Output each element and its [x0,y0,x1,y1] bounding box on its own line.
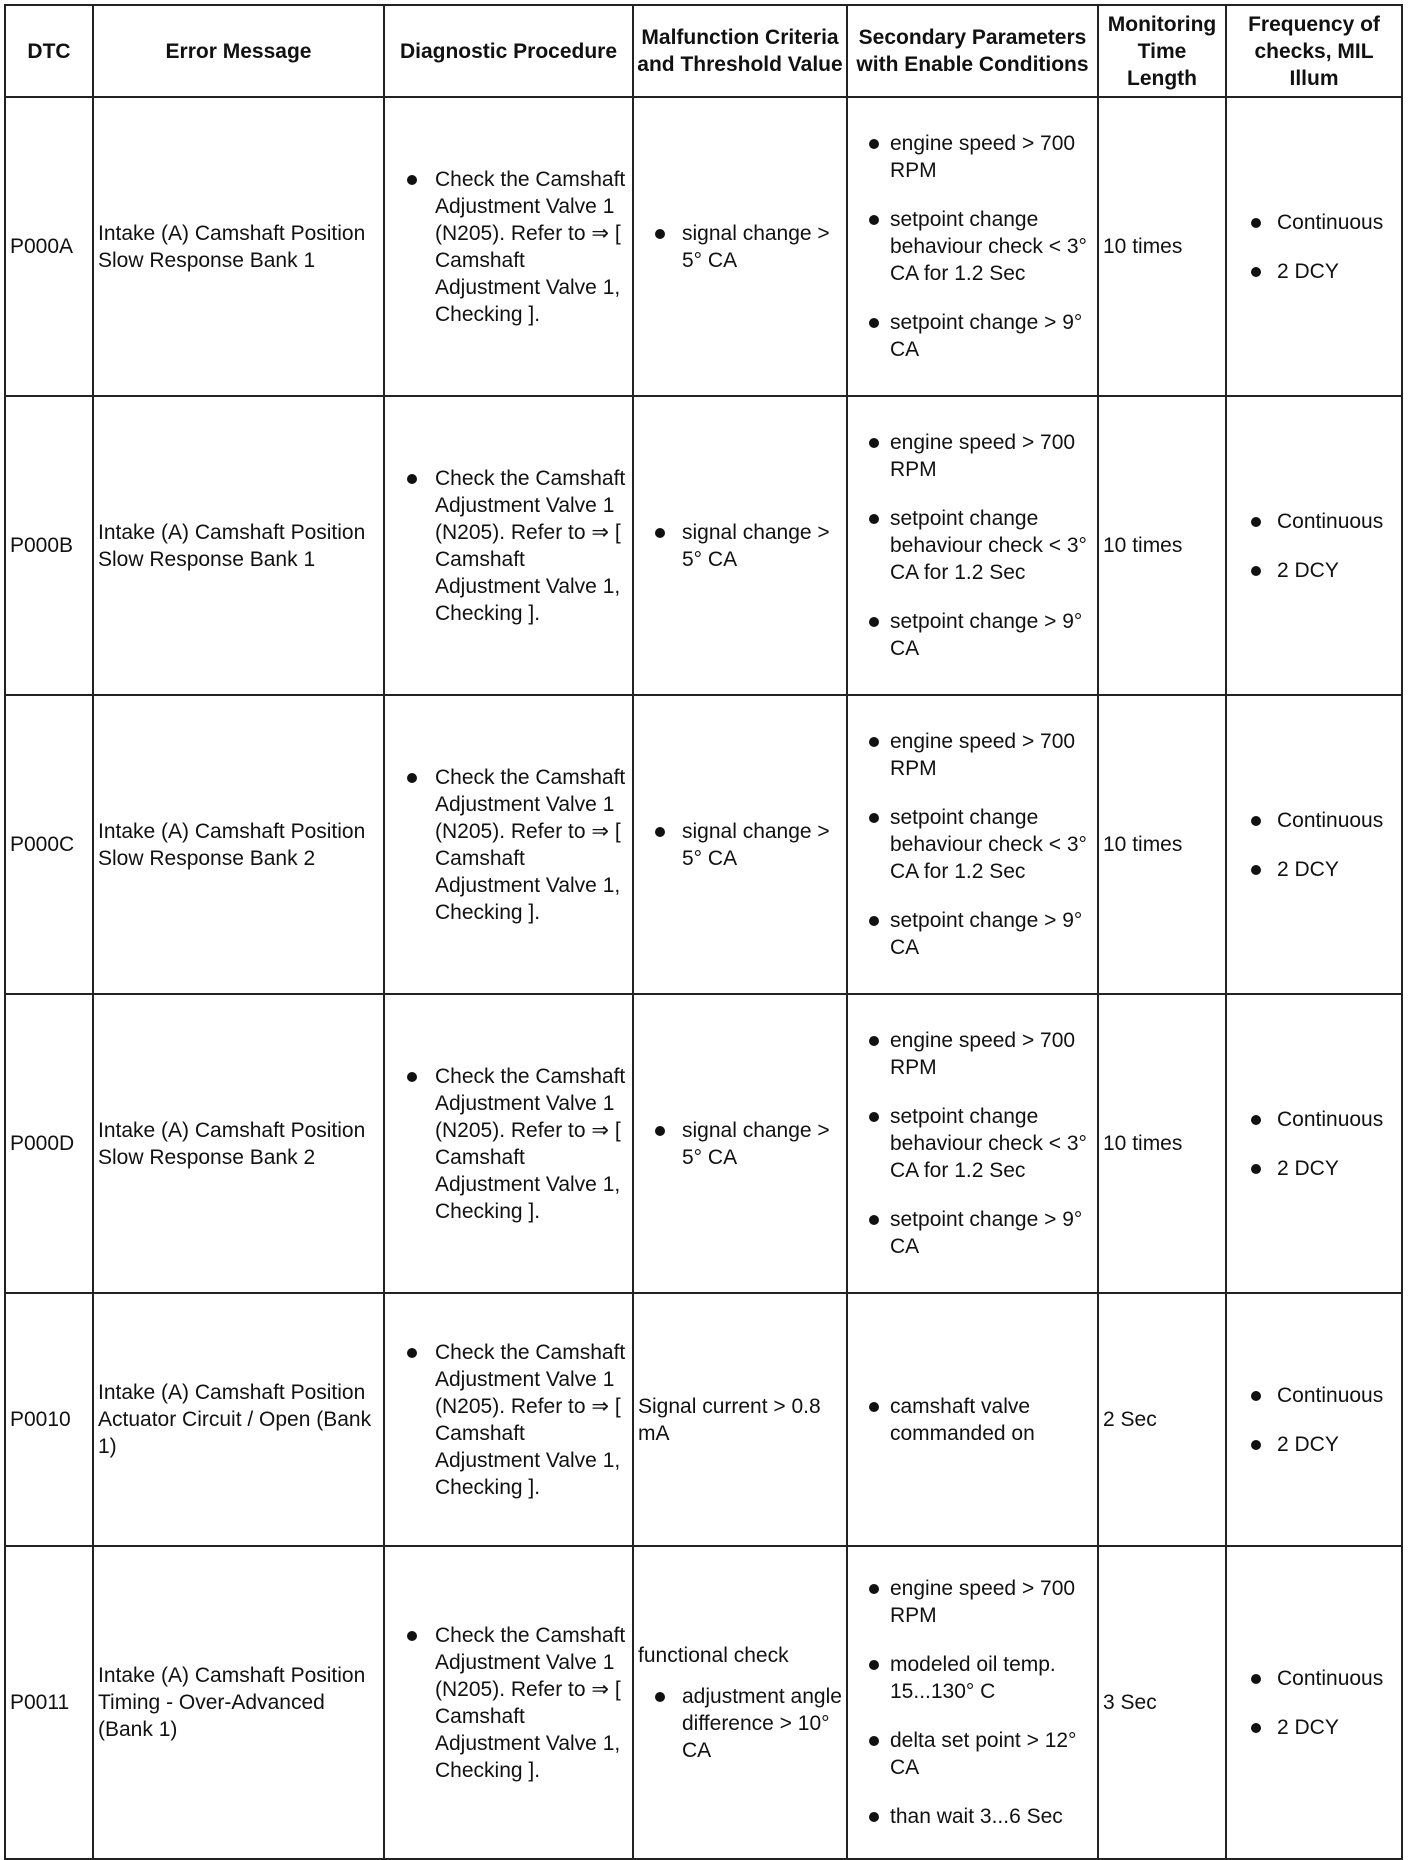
secondary-parameters-cell [847,994,1098,1293]
header-monitoring-time: Monitoring Time Length [1098,5,1226,97]
header-frequency: Frequency of checks, MIL Illum [1226,5,1402,97]
header-secondary-parameters: Secondary Parameters with Enable Conditions [847,5,1098,97]
dtc-table-sheet [4,4,1403,1860]
error-message-cell [93,396,384,695]
dtc-code-cell [5,1546,93,1859]
error-message: Intake (A) Camshaft Position Slow Response Bank 2 [98,1118,366,1169]
dtc-code-cell [5,97,93,396]
procedure-list [389,1063,628,1225]
criteria-list [638,1117,842,1171]
procedure-list [389,764,628,926]
secondary-parameters-list [852,429,1093,662]
frequency-cell [1226,97,1402,396]
frequency-item: Continuous [1231,209,1397,236]
procedure-list [389,1622,628,1784]
secondary-parameter-item: setpoint change behaviour check < 3° CA for 1.2 Sec [852,1103,1093,1184]
malfunction-criteria-cell [633,396,847,695]
error-message-cell [93,97,384,396]
frequency-item: 2 DCY [1231,1431,1397,1458]
dtc-table [4,4,1403,1860]
secondary-parameters-cell [847,695,1098,994]
frequency-item: 2 DCY [1231,856,1397,883]
error-message-cell [93,1293,384,1546]
error-message: Intake (A) Camshaft Position Actuator Circuit / Open (Bank 1) [98,1381,372,1458]
secondary-parameters-list [852,1575,1093,1830]
secondary-parameter-item: modeled oil temp. 15...130° C [852,1651,1093,1705]
header-malfunction-criteria: Malfunction Criteria and Threshold Value [633,5,847,97]
criteria-item: signal change > 5° CA [638,220,842,274]
monitoring-time-cell [1098,1546,1226,1859]
table-row [5,994,1402,1293]
dtc-code-cell [5,396,93,695]
secondary-parameter-item: setpoint change > 9° CA [852,309,1093,363]
frequency-item: 2 DCY [1231,557,1397,584]
secondary-parameter-item: engine speed > 700 RPM [852,728,1093,782]
secondary-parameters-list [852,130,1093,363]
monitoring-time: 3 Sec [1103,1691,1157,1714]
error-message: Intake (A) Camshaft Position Slow Response Bank 2 [98,819,366,870]
procedure-item: Check the Camshaft Adjustment Valve 1 (N205). Refer to ⇒ [ Camshaft Adjustment Valve 1, Checking ]. [389,465,628,627]
secondary-parameter-item: engine speed > 700 RPM [852,429,1093,483]
table-row [5,396,1402,695]
error-message: Intake (A) Camshaft Position Slow Response Bank 1 [98,221,366,272]
dtc-code: P000B [10,534,74,557]
dtc-table-body [5,97,1402,1859]
dtc-code: P0011 [10,1691,70,1714]
monitoring-time: 10 times [1103,235,1183,258]
error-message: Intake (A) Camshaft Position Slow Response Bank 1 [98,520,366,571]
secondary-parameter-item: setpoint change behaviour check < 3° CA for 1.2 Sec [852,505,1093,586]
diagnostic-procedure-cell [384,1293,633,1546]
criteria-item: signal change > 5° CA [638,818,842,872]
dtc-code-cell [5,994,93,1293]
dtc-code: P0010 [10,1408,71,1431]
monitoring-time-cell [1098,695,1226,994]
frequency-cell [1226,396,1402,695]
monitoring-time-cell [1098,396,1226,695]
secondary-parameter-item: engine speed > 700 RPM [852,1027,1093,1081]
procedure-list [389,465,628,627]
procedure-item: Check the Camshaft Adjustment Valve 1 (N205). Refer to ⇒ [ Camshaft Adjustment Valve 1, Checking ]. [389,1339,628,1501]
secondary-parameter-item: setpoint change > 9° CA [852,608,1093,662]
frequency-list [1231,807,1397,883]
criteria-item: adjustment angle difference > 10° CA [638,1683,842,1764]
secondary-parameter-item: setpoint change behaviour check < 3° CA for 1.2 Sec [852,206,1093,287]
dtc-code: P000D [10,1132,75,1155]
error-message-cell [93,695,384,994]
criteria-list [638,1683,842,1764]
criteria-item: signal change > 5° CA [638,519,842,573]
monitoring-time: 10 times [1103,534,1183,557]
secondary-parameters-list [852,1027,1093,1260]
malfunction-criteria-cell [633,994,847,1293]
frequency-item: Continuous [1231,1106,1397,1133]
dtc-code: P000C [10,833,75,856]
dtc-code-cell [5,695,93,994]
frequency-list [1231,508,1397,584]
error-message: Intake (A) Camshaft Position Timing - Over-Advanced (Bank 1) [98,1664,366,1741]
procedure-item: Check the Camshaft Adjustment Valve 1 (N205). Refer to ⇒ [ Camshaft Adjustment Valve 1, Checking ]. [389,1063,628,1225]
header-error-message: Error Message [93,5,384,97]
procedure-list [389,166,628,328]
frequency-item: Continuous [1231,1665,1397,1692]
malfunction-criteria-cell [633,695,847,994]
diagnostic-procedure-cell [384,1546,633,1859]
table-row [5,97,1402,396]
frequency-list [1231,1382,1397,1458]
secondary-parameter-item: delta set point > 12° CA [852,1727,1093,1781]
frequency-item: 2 DCY [1231,1155,1397,1182]
criteria-list [638,818,842,872]
criteria-text: Signal current > 0.8 mA [638,1394,821,1445]
error-message-cell [93,1546,384,1859]
monitoring-time: 10 times [1103,833,1183,856]
diagnostic-procedure-cell [384,396,633,695]
dtc-code-cell [5,1293,93,1546]
secondary-parameter-item: engine speed > 700 RPM [852,1575,1093,1629]
frequency-item: Continuous [1231,1382,1397,1409]
procedure-item: Check the Camshaft Adjustment Valve 1 (N205). Refer to ⇒ [ Camshaft Adjustment Valve 1, Checking ]. [389,764,628,926]
frequency-list [1231,209,1397,285]
secondary-parameters-list [852,1393,1093,1447]
secondary-parameter-item: setpoint change > 9° CA [852,907,1093,961]
secondary-parameter-item: setpoint change behaviour check < 3° CA for 1.2 Sec [852,804,1093,885]
frequency-cell [1226,1293,1402,1546]
frequency-cell [1226,994,1402,1293]
table-row [5,1293,1402,1546]
frequency-item: Continuous [1231,807,1397,834]
frequency-cell [1226,695,1402,994]
secondary-parameters-cell [847,97,1098,396]
monitoring-time: 2 Sec [1103,1408,1157,1431]
frequency-list [1231,1665,1397,1741]
procedure-item: Check the Camshaft Adjustment Valve 1 (N205). Refer to ⇒ [ Camshaft Adjustment Valve 1, Checking ]. [389,166,628,328]
malfunction-criteria-cell [633,1293,847,1546]
malfunction-criteria-cell [633,97,847,396]
secondary-parameter-item: engine speed > 700 RPM [852,130,1093,184]
criteria-text: functional check [638,1643,789,1667]
frequency-item: Continuous [1231,508,1397,535]
secondary-parameter-item: setpoint change > 9° CA [852,1206,1093,1260]
monitoring-time-cell [1098,994,1226,1293]
header-diagnostic-procedure: Diagnostic Procedure [384,5,633,97]
table-row [5,1546,1402,1859]
malfunction-criteria-cell [633,1546,847,1859]
frequency-list [1231,1106,1397,1182]
frequency-item: 2 DCY [1231,1714,1397,1741]
secondary-parameters-list [852,728,1093,961]
secondary-parameter-item: than wait 3...6 Sec [852,1803,1093,1830]
secondary-parameter-item: camshaft valve commanded on [852,1393,1093,1447]
monitoring-time-cell [1098,97,1226,396]
error-message-cell [93,994,384,1293]
frequency-item: 2 DCY [1231,258,1397,285]
header-dtc: DTC [5,5,93,97]
criteria-item: signal change > 5° CA [638,1117,842,1171]
frequency-cell [1226,1546,1402,1859]
criteria-list [638,519,842,573]
secondary-parameters-cell [847,396,1098,695]
secondary-parameters-cell [847,1546,1098,1859]
criteria-list [638,220,842,274]
diagnostic-procedure-cell [384,97,633,396]
dtc-code: P000A [10,235,74,258]
procedure-item: Check the Camshaft Adjustment Valve 1 (N205). Refer to ⇒ [ Camshaft Adjustment Valve 1, Checking ]. [389,1622,628,1784]
monitoring-time-cell [1098,1293,1226,1546]
monitoring-time: 10 times [1103,1132,1183,1155]
secondary-parameters-cell [847,1293,1098,1546]
diagnostic-procedure-cell [384,695,633,994]
procedure-list [389,1339,628,1501]
diagnostic-procedure-cell [384,994,633,1293]
header-row [5,5,1402,97]
table-row [5,695,1402,994]
